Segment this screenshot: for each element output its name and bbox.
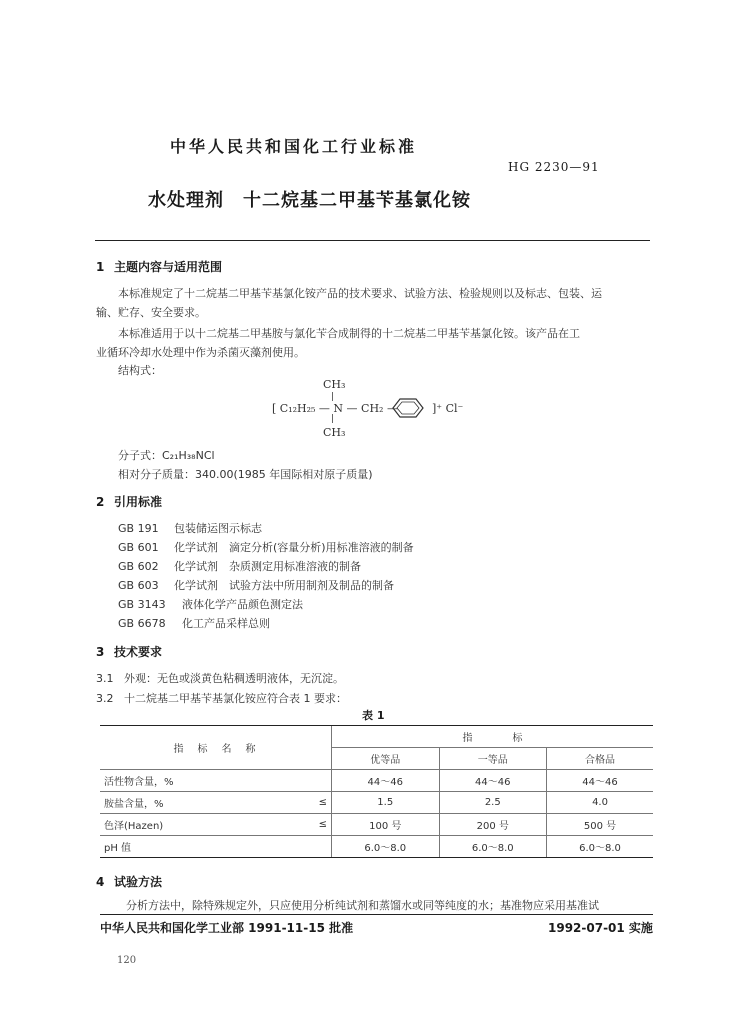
section-4-paragraph: 分析方法中，除特殊规定外，只应使用分析纯试剂和蒸馏水或同等纯度的水；基准物应采用基准试 [126, 899, 599, 912]
table-header-grade: 优等品 [332, 748, 440, 770]
approval-statement: 中华人民共和国化学工业部 1991-11-15 批准 [100, 921, 354, 935]
reference-text: 化学试剂 滴定分析(容量分析)用标准溶液的制备 [174, 541, 414, 554]
formula-ch3-top: CH₃ [323, 378, 346, 391]
reference-item [118, 558, 361, 574]
section-1-paragraph-2b: 业循环冷却水处理中作为杀菌灭藻剂使用。 [96, 346, 305, 359]
header-divider [95, 240, 650, 241]
reference-text: 包装储运图示标志 [174, 522, 262, 535]
reference-code: GB 6678 [118, 617, 166, 630]
reference-item [118, 596, 303, 612]
reference-code: GB 602 [118, 560, 159, 573]
formula-ch3-bottom: CH₃ [323, 426, 346, 439]
section-4-heading: 4 试验方法 [96, 875, 163, 889]
table-row: 胺盐含量，% ≤ 1.5 2.5 4.0 [100, 792, 653, 814]
table-header-grade: 一等品 [439, 748, 547, 770]
section-1-paragraph-1a: 本标准规定了十二烷基二甲基苄基氯化铵产品的技术要求、试验方法、检验规则以及标志、包装、运 [118, 287, 602, 300]
requirement-3-1: 3.1 外观：无色或淡黄色粘稠透明液体，无沉淀。 [96, 672, 344, 685]
table-header-group: 指 标 [332, 726, 654, 748]
molecular-mass: 相对分子质量：340.00(1985 年国际相对原子质量) [118, 468, 373, 481]
document-title: 水处理剂 十二烷基二甲基苄基氯化铵 [148, 190, 471, 211]
reference-text: 液体化学产品颜色测定法 [182, 598, 303, 611]
table-row: pH 值 6.0～8.0 6.0～8.0 6.0～8.0 [100, 836, 653, 858]
table-header-name: 指 标 名 称 [100, 726, 332, 770]
section-1-heading: 1 主题内容与适用范围 [96, 260, 223, 274]
section-2-heading: 2 引用标准 [96, 495, 163, 509]
reference-item [118, 577, 394, 593]
table-caption: 表 1 [362, 709, 385, 722]
reference-item [118, 539, 414, 555]
reference-code: GB 3143 [118, 598, 166, 611]
footer-divider [100, 914, 653, 915]
reference-text: 化工产品采样总则 [182, 617, 270, 630]
section-3-heading: 3 技术要求 [96, 645, 163, 659]
requirement-3-2: 3.2 十二烷基二甲基苄基氯化铵应符合表 1 要求： [96, 692, 347, 705]
page-number: 120 [117, 955, 137, 966]
table-row: 活性物含量，% 44～46 44～46 44～46 [100, 770, 653, 792]
section-1-paragraph-1b: 输、贮存、安全要求。 [96, 306, 206, 319]
section-1-paragraph-2a: 本标准适用于以十二烷基二甲基胺与氯化苄合成制得的十二烷基二甲基苄基氯化铵。该产品在工 [118, 327, 580, 340]
table-header-grade: 合格品 [547, 748, 653, 770]
formula-bond-bottom: | [331, 414, 335, 424]
standard-header-title: 中华人民共和国化工行业标准 [170, 137, 418, 156]
reference-item [118, 520, 262, 536]
formula-main-right: ]⁺ Cl⁻ [432, 402, 464, 415]
table-row: 色泽(Hazen) ≤ 100 号 200 号 500 号 [100, 814, 653, 836]
reference-code: GB 601 [118, 541, 159, 554]
structure-label: 结构式： [118, 364, 162, 377]
formula-main-left: [ C₁₂H₂₅ — N — CH₂ — [272, 402, 398, 415]
implementation-date: 1992-07-01 实施 [548, 921, 653, 935]
formula-bond-top: | [331, 392, 335, 402]
reference-text: 化学试剂 试验方法中所用制剂及制品的制备 [174, 579, 394, 592]
reference-item [118, 615, 270, 631]
specification-table [100, 725, 653, 858]
reference-code: GB 191 [118, 522, 159, 535]
benzene-ring-icon [386, 397, 430, 419]
reference-text: 化学试剂 杂质测定用标准溶液的制备 [174, 560, 361, 573]
molecular-formula: 分子式：C₂₁H₃₈NCl [118, 449, 215, 462]
standard-code: HG 2230—91 [508, 160, 600, 174]
reference-code: GB 603 [118, 579, 159, 592]
